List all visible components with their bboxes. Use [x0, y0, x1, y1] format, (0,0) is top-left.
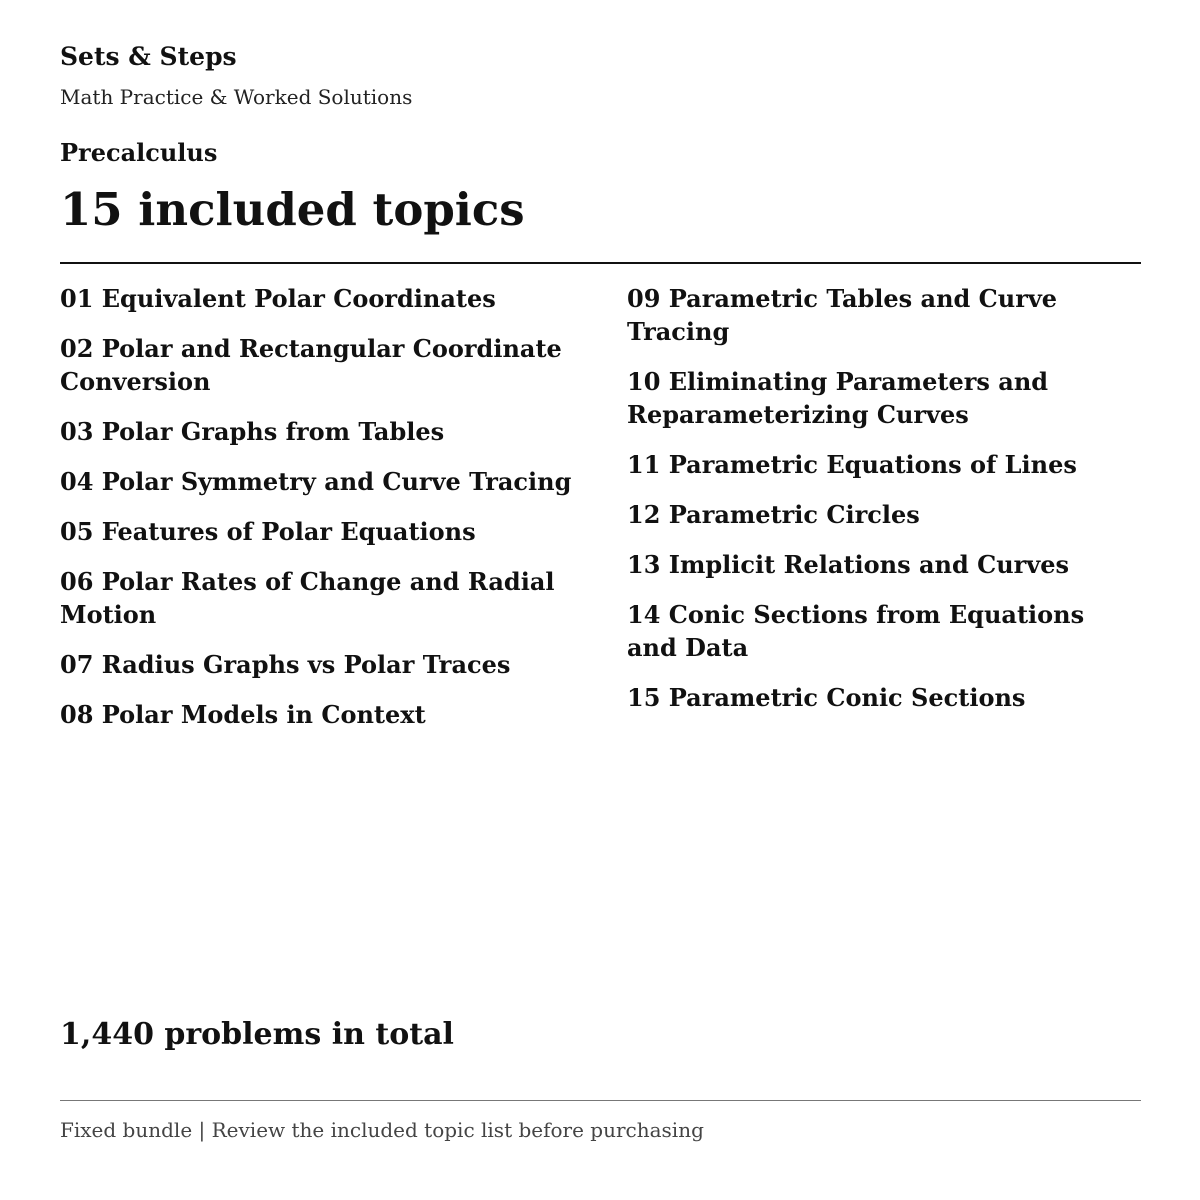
footer-note: Fixed bundle | Review the included topic list before purchasing: [60, 1118, 704, 1142]
topic-item: 10 Eliminating Parameters and Reparameterizing Curves: [627, 367, 1049, 429]
topic-list-left: [60, 282, 575, 748]
topic-item: 08 Polar Models in Context: [60, 700, 426, 729]
page-title: 15 included topics: [60, 183, 525, 236]
topic-list-right: [627, 282, 1142, 731]
topic-item: 04 Polar Symmetry and Curve Tracing: [60, 467, 572, 496]
topic-item: 13 Implicit Relations and Curves: [627, 550, 1070, 579]
problem-total: 1,440 problems in total: [60, 1017, 454, 1052]
brand-tagline: Math Practice & Worked Solutions: [60, 85, 413, 109]
brand-name: Sets & Steps: [60, 42, 237, 71]
topic-item: 07 Radius Graphs vs Polar Traces: [60, 650, 511, 679]
bottom-divider: [60, 1100, 1141, 1101]
topic-item: 14 Conic Sections from Equations and Data: [627, 600, 1085, 662]
topic-item: 02 Polar and Rectangular Coordinate Conversion: [60, 334, 562, 396]
subject-title: Precalculus: [60, 138, 218, 167]
topic-item: 05 Features of Polar Equations: [60, 517, 476, 546]
topic-item: 06 Polar Rates of Change and Radial Motion: [60, 567, 555, 629]
topic-item: 09 Parametric Tables and Curve Tracing: [627, 284, 1058, 346]
topic-item: 12 Parametric Circles: [627, 500, 920, 529]
topic-item: 01 Equivalent Polar Coordinates: [60, 284, 496, 313]
topic-item: 03 Polar Graphs from Tables: [60, 417, 445, 446]
top-divider: [60, 262, 1141, 264]
topic-item: 11 Parametric Equations of Lines: [627, 450, 1077, 479]
topic-item: 15 Parametric Conic Sections: [627, 683, 1026, 712]
